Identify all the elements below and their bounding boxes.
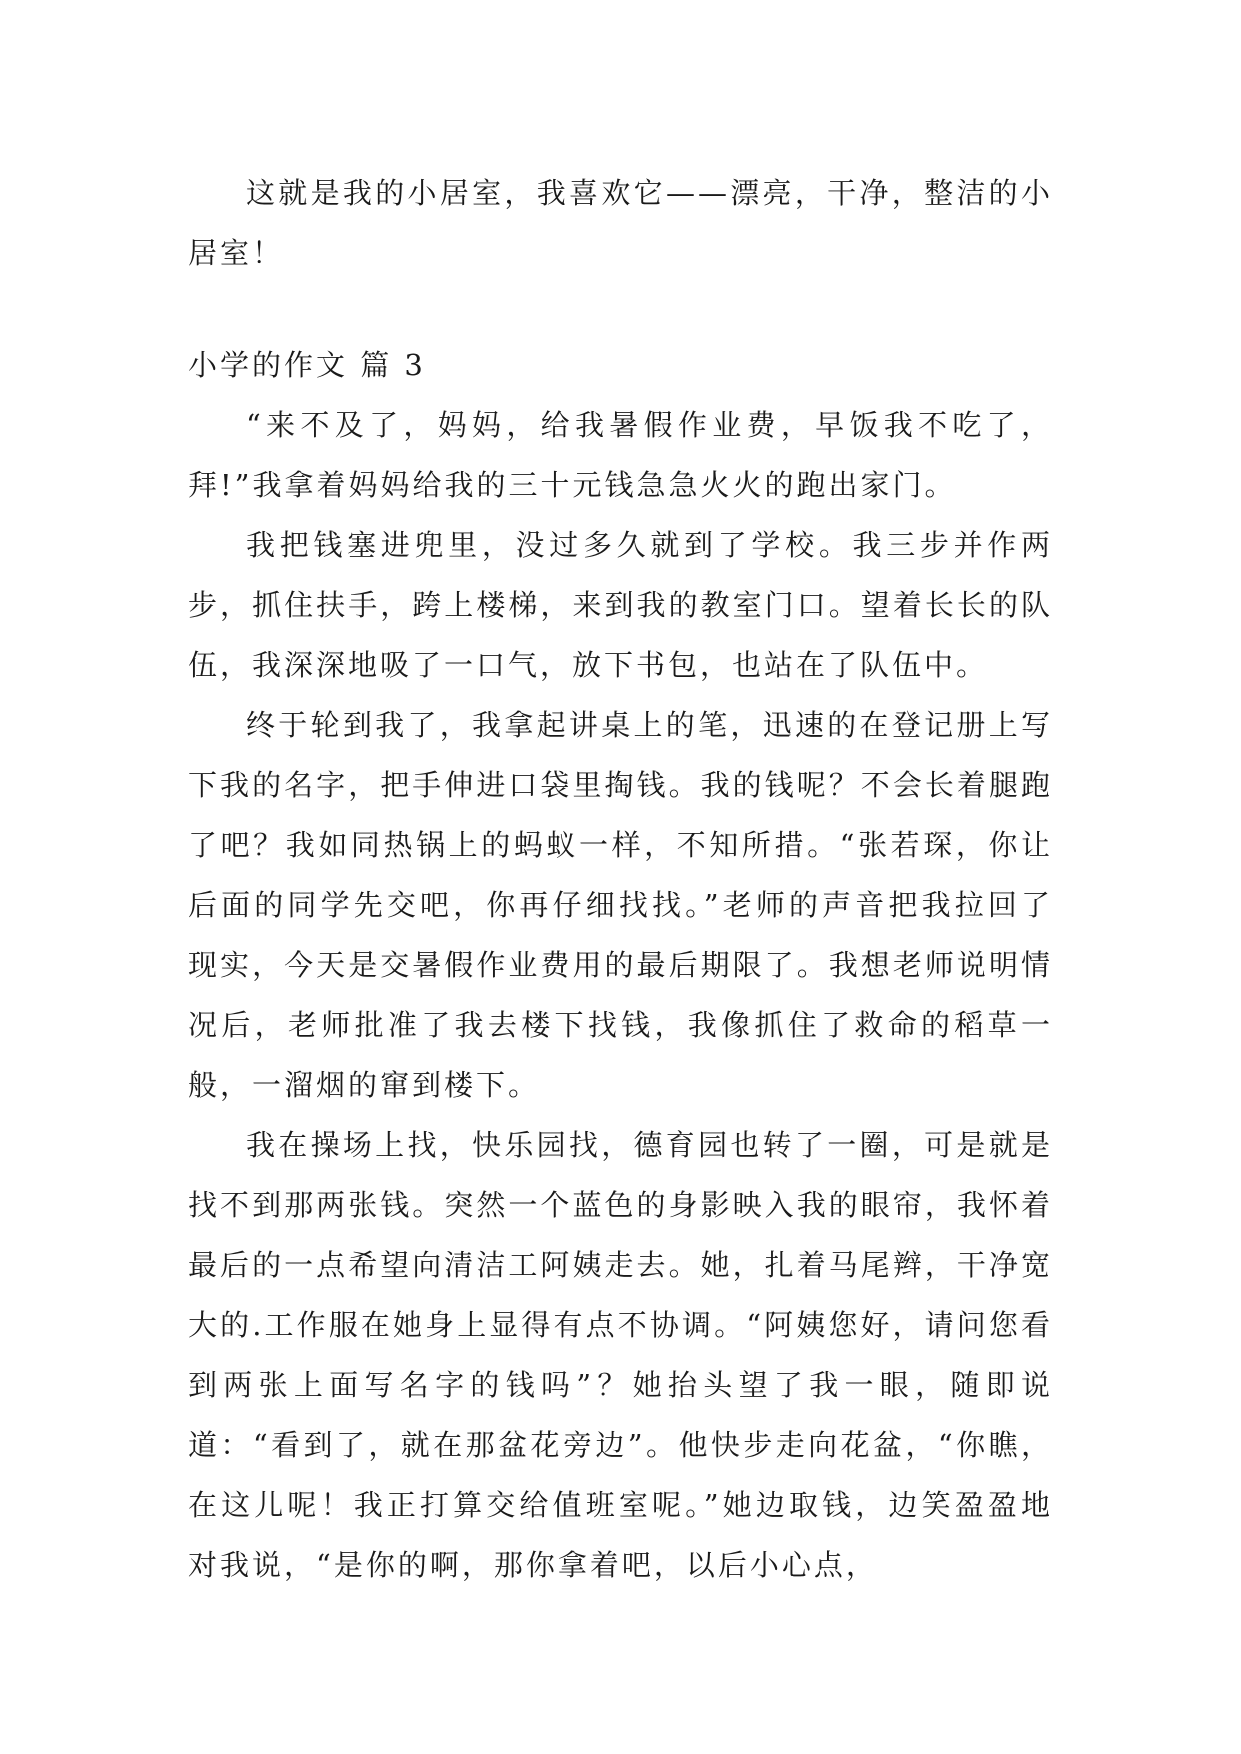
intro-paragraph: 这就是我的小居室，我喜欢它——漂亮，干净，整洁的小居室！	[188, 176, 1053, 270]
body-paragraph-2: 我把钱塞进兜里，没过多久就到了学校。我三步并作两步，抓住扶手，跨上楼梯，来到我的教室门口。望着长长的队伍，我深深地吸了一口气，放下书包，也站在了队伍中。	[188, 528, 1053, 682]
body-paragraph-4: 我在操场上找，快乐园找，德育园也转了一圈，可是就是找不到那两张钱。突然一个蓝色的身影映入我的眼帘，我怀着最后的一点希望向清洁工阿姨走去。她，扎着马尾辫，干净宽大的.工作服在她身上显得有点不协调。“阿姨您好，请问您看到两张上面写名字的钱吗”？她抬头望了我一眼，随即说道：“看到了，就在那盆花旁边”。他快步走向花盆，“你瞧，在这儿呢！我正打算交给值班室呢。”她边取钱，边笑盈盈地对我说，“是你的啊，那你拿着吧，以后小心点，	[188, 1128, 1053, 1582]
document-body	[188, 163, 1053, 1595]
section-title: 小学的作文 篇 3	[188, 348, 426, 382]
body-paragraph-3: 终于轮到我了，我拿起讲桌上的笔，迅速的在登记册上写下我的名字，把手伸进口袋里掏钱。我的钱呢？不会长着腿跑了吧？我如同热锅上的蚂蚁一样，不知所措。“张若琛，你让后面的同学先交吧，你再仔细找找。”老师的声音把我拉回了现实，今天是交暑假作业费用的最后期限了。我想老师说明情况后，老师批准了我去楼下找钱，我像抓住了救命的稻草一般，一溜烟的窜到楼下。	[188, 708, 1053, 1102]
body-paragraph-1: “来不及了，妈妈，给我暑假作业费，早饭我不吃了，拜!”我拿着妈妈给我的三十元钱急急火火的跑出家门。	[188, 408, 1053, 502]
